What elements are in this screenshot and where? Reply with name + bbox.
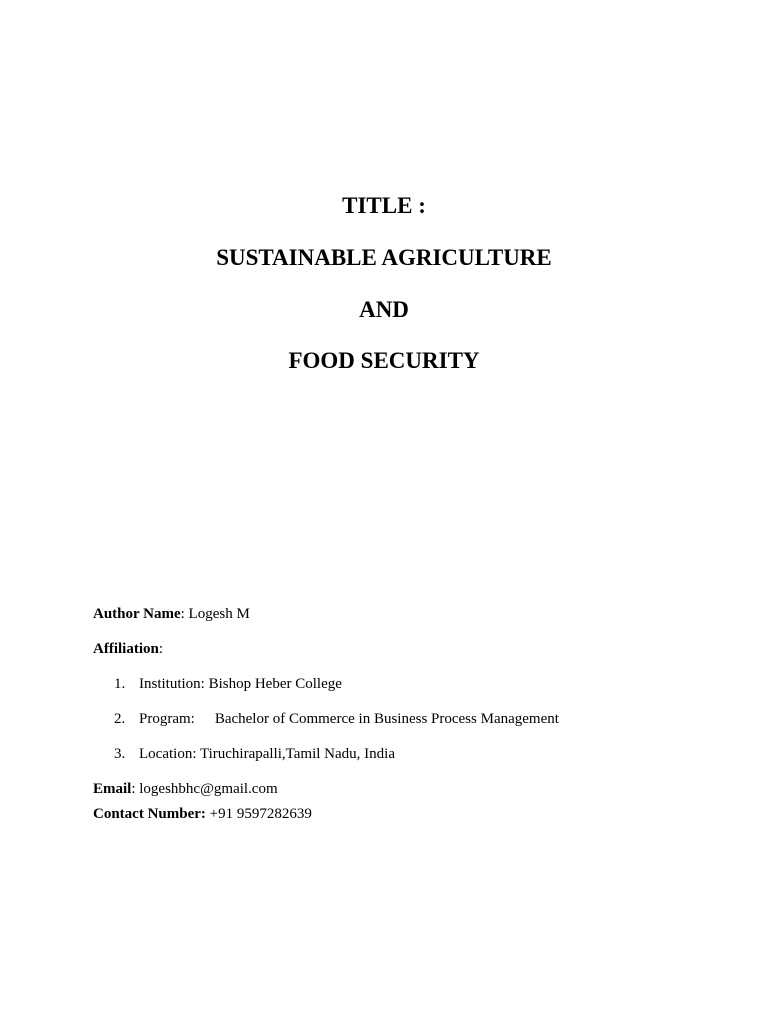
affiliation-colon: :	[158, 641, 164, 657]
author-name-value: : Logesh M	[180, 606, 250, 622]
email-row	[93, 779, 278, 799]
affiliation-row	[93, 639, 163, 659]
institution-text: Institution: Bishop Heber College	[139, 676, 342, 692]
list-number: 3.	[114, 746, 126, 762]
program-text: Bachelor of Commerce in Business Process Management	[214, 711, 559, 727]
program-label: Program:	[139, 711, 195, 727]
email-value: : logeshbhc@gmail.com	[131, 781, 278, 797]
title-line-1: SUSTAINABLE AGRICULTURE	[216, 245, 552, 270]
author-name-row	[93, 604, 250, 624]
contact-label: Contact Number:	[93, 806, 206, 822]
title-label: TITLE :	[342, 193, 426, 218]
location-text: Location: Tiruchirapalli,Tamil Nadu, India	[139, 746, 395, 762]
list-number: 2.	[114, 711, 126, 727]
affiliation-item-program	[114, 709, 559, 729]
email-label: Email	[93, 781, 132, 797]
affiliation-item-institution	[114, 674, 342, 694]
contact-value: +91 9597282639	[205, 806, 312, 822]
title-line-2: AND	[359, 297, 409, 322]
author-name-label: Author Name	[93, 606, 181, 622]
affiliation-item-location	[114, 744, 395, 764]
title-line-3: FOOD SECURITY	[288, 348, 480, 373]
list-number: 1.	[114, 676, 126, 692]
affiliation-label: Affiliation	[93, 641, 159, 657]
contact-row	[93, 804, 312, 824]
